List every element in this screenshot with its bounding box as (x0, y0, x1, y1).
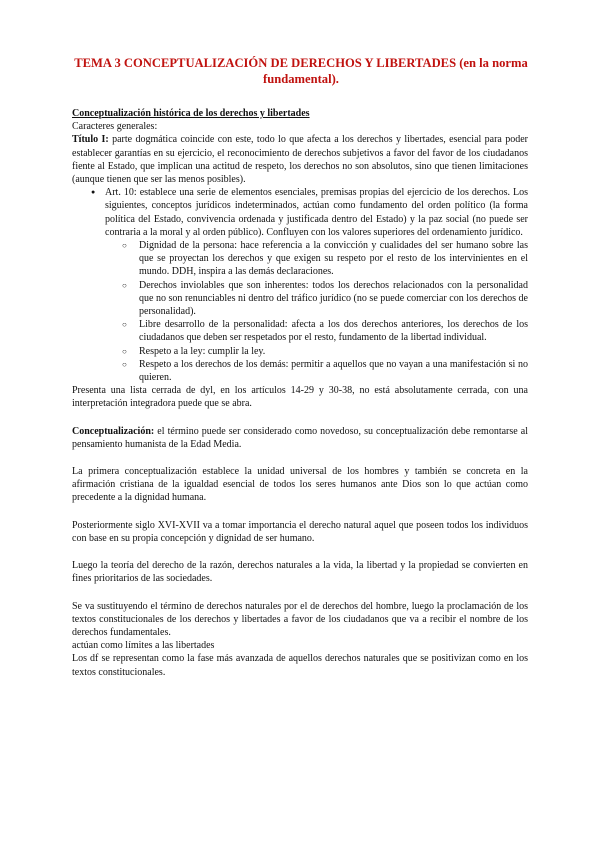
paragraph: La primera conceptualización establece la unidad universal de los hombres y también se concreta en la afirmación cristiana de la igualdad esencial de todos los seres humanos ante Dios son lo que actúan como precedente a la dignidad humana. (72, 466, 528, 504)
limits-line: actúan como límites a las libertades (72, 640, 215, 652)
concept-paragraph (72, 425, 528, 451)
final-paragraph: Los df se representan como la fase más avanzada de aquellos derechos naturales que se positivizan como en los textos constitucionales. (72, 653, 528, 678)
lista-cerrada-paragraph: Presenta una lista cerrada de dyl, en los artículos 14-29 y 30-38, no está absolutamente cerrada, con una interpretación integradora puede que se abra. (72, 385, 528, 410)
sub-item-respeto-derechos: ○ Respeto a los derechos de los demás: permitir a aquellos que no vayan a una manifestación si no quieren. (139, 358, 528, 384)
concept-label: Conceptualización: (72, 425, 155, 437)
paragraph: Luego la teoría del derecho de la razón, derechos naturales a la vida, la libertad y la propiedad se convierten en fines prioritarios de las sociedades. (72, 560, 528, 585)
paragraph: Posteriormente siglo XVI-XVII va a tomar importancia el derecho natural aquel que poseen todos los individuos con base en su propia concepción y dignidad de ser humano. (72, 519, 528, 544)
subheading: Caracteres generales: (72, 121, 158, 133)
sub-item-respeto-ley: ○ Respeto a la ley: cumplir la ley. (139, 345, 528, 358)
sub-item-libre-desarrollo: ○ Libre desarrollo de la personalidad: afecta a los dos derechos anteriores, los derechos de los ciudadanos que deben ser respetados por el resto, fundamento de la libertad individual. (139, 318, 528, 344)
list-item-art10 (105, 186, 528, 384)
titulo-i-label: Título I: (72, 134, 109, 146)
page-title: TEMA 3 CONCEPTUALIZACIÓN DE DERECHOS Y LIBERTADES (en la norma fundamental). (74, 56, 528, 86)
titulo-i-paragraph (72, 133, 528, 186)
document-body (72, 107, 528, 679)
titulo-i-text: parte dogmática coincide con este, todo lo que afecta a los derechos y libertades, esencial para poder establecer garantías en su ejercicio, el reconocimiento de derechos subjetivos a favor del favor de los ciudadanos fiente al Estado, que implican una actitud de respeto, los derechos no son absolutos, sino que tienen limitaciones (aunque tienen que ser las menos posibles). (72, 134, 529, 186)
sub-item-dignidad: ○ Dignidad de la persona: hace referencia a la convicción y cualidades del ser humano sobre las que se proyectan los derechos y que exigen su respeto por el resto de los intervinientes en el mundo. DDH, inspira a las demás declaraciones. (139, 239, 528, 279)
derechos-fundamentales-paragraph: Se va sustituyendo el término de derechos naturales por el de derechos del hombre, luego la proclamación de los textos constitucionales de los derechos y libertades a favor de los ciudadanos que va a recibir el nombre de los derechos fundamentales. (72, 600, 528, 638)
concept-text: el término puede ser considerado como novedoso, su conceptualización debe remontarse al pensamiento humanista de la Edad Media. (72, 425, 528, 450)
section-heading: Conceptualización histórica de los derechos y libertades (72, 108, 310, 119)
sub-item-derechos-inviolables: ○ Derechos inviolables que son inherentes: todos los derechos relacionados con la personalidad que no son renunciables ni dentro del tráfico jurídico (no se puede comerciar con los derechos de personalidad). (139, 279, 528, 319)
sub-bullet-list (105, 239, 528, 384)
main-bullet-list (72, 186, 528, 384)
art10-text: Art. 10: establece una serie de elementos esenciales, premisas propias del ejercicio de los derechos. Los siguientes, conceptos jurídicos indeterminados, actúan como fundamento del orden político (la forma política del Estado, convivencia ordenada y justificada dentro del Estado) y la paz social (no puede ser contraria a la moral y al orden público). Confluyen con los valores superiores del ordenamiento jurídico. (105, 187, 528, 238)
